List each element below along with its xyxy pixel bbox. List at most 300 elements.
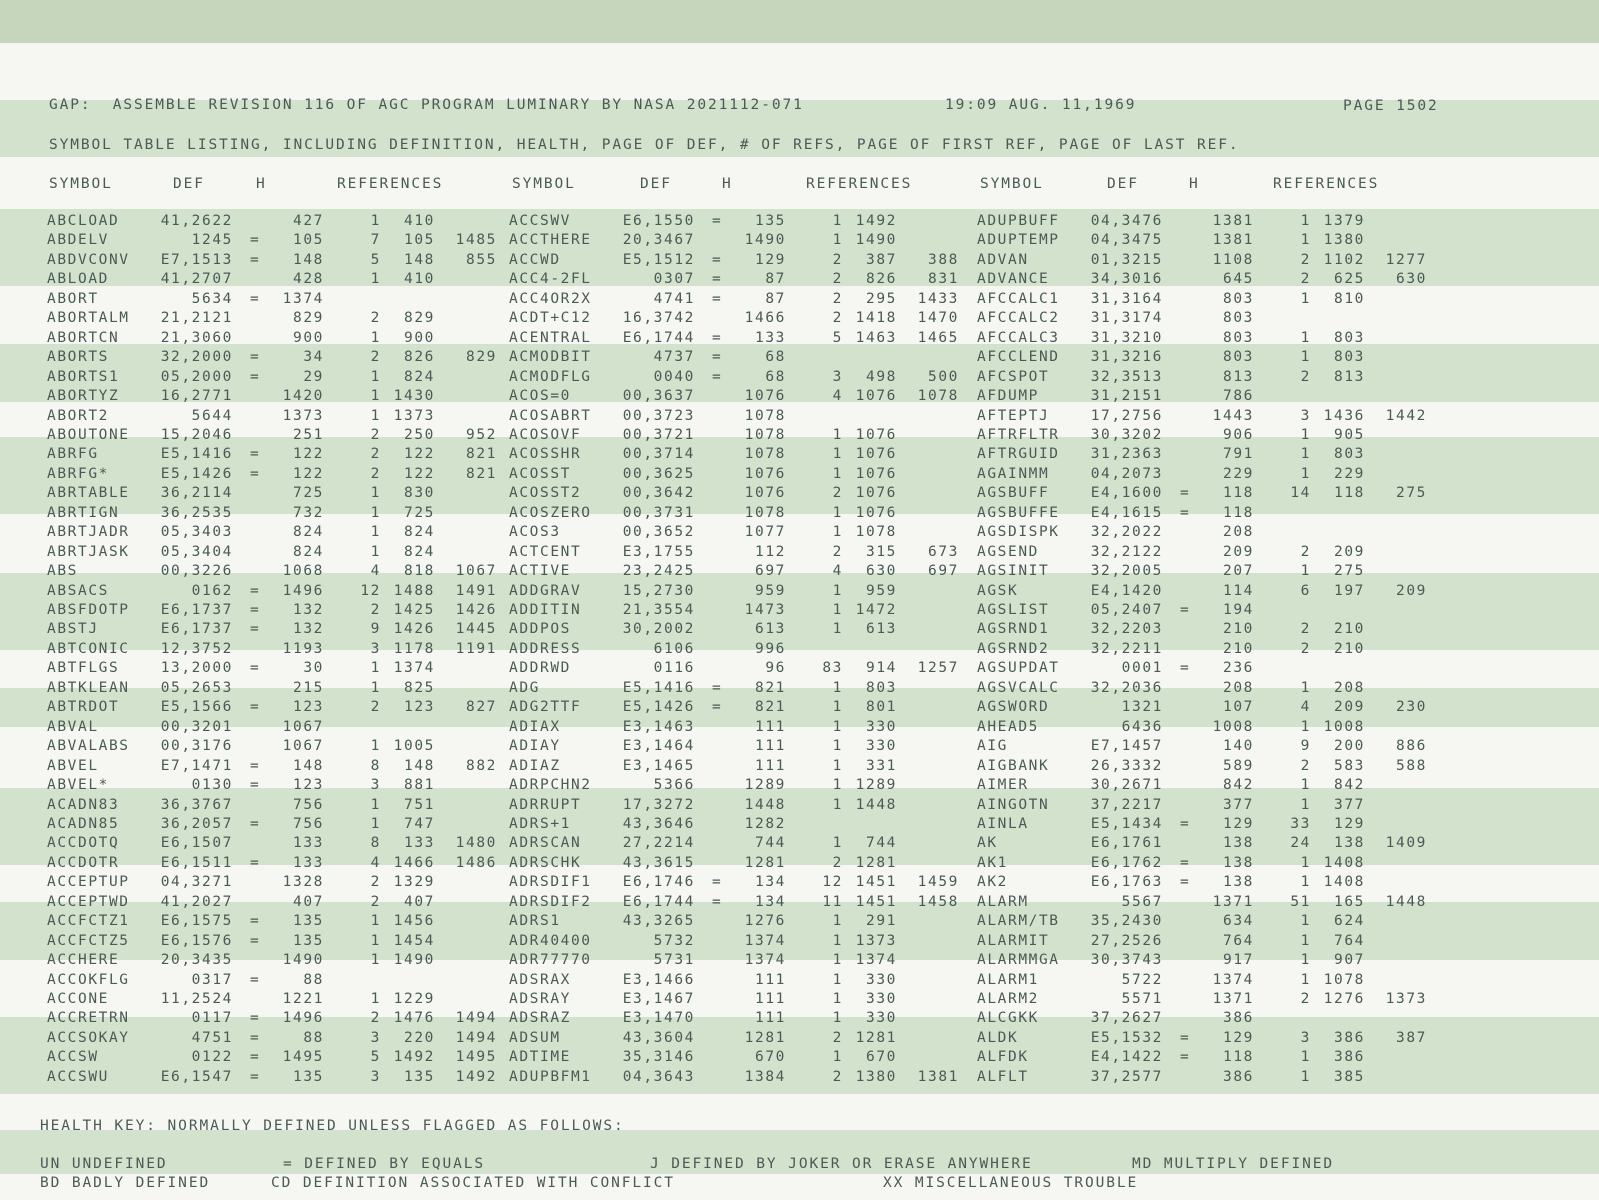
first-ref-cell: 670 [866, 1049, 897, 1066]
health-cell: = [250, 465, 261, 482]
def-cell: 00,3652 [622, 524, 695, 541]
ref-count-cell: 6 [1300, 582, 1311, 599]
symbol-cell: ABORT2 [47, 407, 109, 424]
first-ref-cell: 330 [866, 738, 897, 755]
first-ref-cell: 1076 [855, 388, 897, 405]
health-cell: = [1180, 485, 1191, 502]
first-ref-cell: 386 [1334, 1029, 1365, 1046]
symbol-cell: ADDRESS [509, 640, 582, 657]
ref-count-cell: 5 [370, 251, 381, 268]
health-cell: = [250, 582, 261, 599]
ref-count-cell: 2 [370, 349, 381, 366]
health-cell: = [1180, 874, 1191, 891]
def-cell: E7,1471 [160, 757, 233, 774]
first-ref-cell: 1408 [1323, 854, 1365, 871]
table-row [0, 718, 1599, 738]
health-cell: = [250, 815, 261, 832]
symbol-cell: ABTKLEAN [47, 679, 130, 696]
symbol-cell: ABS [47, 563, 78, 580]
last-ref-cell: 1257 [917, 660, 959, 677]
symbol-cell: ACOSSHR [509, 446, 582, 463]
first-ref-cell: 959 [866, 582, 897, 599]
ref-count-cell: 2 [832, 1029, 843, 1046]
def-cell: 36,2114 [160, 485, 233, 502]
def-page-cell: 88 [303, 971, 324, 988]
first-ref-cell: 824 [404, 368, 435, 385]
last-ref-cell: 821 [466, 446, 497, 463]
ref-count-cell: 2 [370, 310, 381, 327]
first-ref-cell: 583 [1334, 757, 1365, 774]
def-cell: 05,2407 [1090, 602, 1163, 618]
symbol-cell: ACC4-2FL [509, 271, 592, 288]
def-page-cell: 111 [755, 971, 786, 988]
first-ref-cell: 1289 [855, 777, 897, 794]
def-cell: 31,3174 [1090, 310, 1163, 327]
first-ref-cell: 751 [404, 796, 435, 813]
def-page-cell: 1067 [282, 718, 324, 735]
first-ref-cell: 829 [404, 310, 435, 327]
col-header-health: H [722, 176, 733, 192]
def-cell: E3,1464 [622, 738, 695, 755]
ref-count-cell: 4 [370, 563, 381, 580]
first-ref-cell: 803 [1334, 329, 1365, 346]
health-cell: = [250, 660, 261, 677]
symbol-cell: ADG [509, 679, 540, 696]
col-header-references: REFERENCES [337, 176, 444, 192]
first-ref-cell: 1078 [1323, 971, 1365, 988]
health-cell: = [1180, 1029, 1191, 1046]
ref-count-cell: 1 [832, 504, 843, 521]
last-ref-cell: 1426 [455, 602, 497, 618]
def-page-cell: 88 [303, 1029, 324, 1046]
def-cell: E4,1615 [1090, 504, 1163, 521]
def-page-cell: 589 [1223, 757, 1254, 774]
table-row [0, 368, 1599, 388]
health-cell: = [712, 290, 723, 307]
health-cell: = [1180, 815, 1191, 832]
symbol-cell: ALARM/TB [977, 913, 1060, 930]
def-page-cell: 1108 [1212, 251, 1254, 268]
def-page-cell: 803 [1223, 329, 1254, 346]
first-ref-cell: 1490 [393, 952, 435, 969]
first-ref-cell: 200 [1334, 738, 1365, 755]
def-cell: E6,1744 [622, 329, 695, 346]
def-page-cell: 1067 [282, 738, 324, 755]
first-ref-cell: 900 [404, 329, 435, 346]
def-cell: 36,3767 [160, 796, 233, 813]
ref-count-cell: 3 [370, 1068, 381, 1085]
symbol-cell: ACMODBIT [509, 349, 592, 366]
symbol-cell: ADSRAY [509, 991, 571, 1007]
ref-count-cell: 1 [370, 329, 381, 346]
symbol-cell: ABLOAD [47, 271, 109, 288]
ref-count-cell: 1 [370, 524, 381, 541]
symbol-cell: ABVEL [47, 757, 99, 774]
symbol-cell: ACOSST2 [509, 485, 582, 502]
first-ref-cell: 1008 [1323, 718, 1365, 735]
def-page-cell: 821 [755, 679, 786, 696]
symbol-cell: ADDITIN [509, 602, 582, 618]
first-ref-cell: 220 [404, 1029, 435, 1046]
def-page-cell: 386 [1223, 1068, 1254, 1085]
first-ref-cell: 377 [1334, 796, 1365, 813]
symbol-cell: ACCFCTZ5 [47, 932, 130, 949]
def-cell: E6,1763 [1090, 874, 1163, 891]
ref-count-cell: 1 [1300, 679, 1311, 696]
def-page-cell: 138 [1223, 835, 1254, 852]
def-cell: E5,1426 [160, 465, 233, 482]
ref-count-cell: 2 [832, 854, 843, 871]
ref-count-cell: 1 [1300, 446, 1311, 463]
def-cell: 31,2363 [1090, 446, 1163, 463]
def-cell: 05,3404 [160, 543, 233, 560]
def-cell: 0117 [191, 1010, 233, 1027]
first-ref-cell: 881 [404, 777, 435, 794]
def-cell: 0040 [653, 368, 695, 385]
health-cell: = [250, 1010, 261, 1027]
ref-count-cell: 2 [832, 1068, 843, 1085]
ref-count-cell: 1 [370, 213, 381, 229]
symbol-cell: ADDRWD [509, 660, 571, 677]
ref-count-cell: 12 [360, 582, 381, 599]
last-ref-cell: 588 [1396, 757, 1427, 774]
def-page-cell: 428 [293, 271, 324, 288]
first-ref-cell: 1472 [855, 602, 897, 618]
symbol-cell: ACOSZERO [509, 504, 592, 521]
first-ref-cell: 1374 [855, 952, 897, 969]
symbol-cell: AFDUMP [977, 388, 1039, 405]
symbol-cell: ABCLOAD [47, 213, 120, 229]
col-header-references: REFERENCES [1273, 176, 1380, 192]
symbol-cell: AGSLIST [977, 602, 1050, 618]
first-ref-cell: 803 [1334, 446, 1365, 463]
def-cell: E3,1465 [622, 757, 695, 774]
last-ref-cell: 1191 [455, 640, 497, 657]
symbol-cell: ACOSABRT [509, 407, 592, 424]
symbol-cell: AFTRFLTR [977, 426, 1060, 443]
symbol-cell: ACCOKFLG [47, 971, 130, 988]
ref-count-cell: 9 [1300, 738, 1311, 755]
symbol-cell: ALARM2 [977, 991, 1039, 1007]
def-page-cell: 34 [303, 349, 324, 366]
table-row [0, 270, 1599, 290]
ref-count-cell: 1 [832, 738, 843, 755]
health-cell: = [712, 699, 723, 716]
def-cell: 0122 [191, 1049, 233, 1066]
def-cell: 41,2027 [160, 893, 233, 910]
symbol-cell: AGSRND1 [977, 621, 1050, 638]
table-row [0, 679, 1599, 699]
symbol-cell: ACOSST [509, 465, 571, 482]
health-key-un: UN UNDEFINED [40, 1156, 168, 1172]
symbol-cell: ADSRAZ [509, 1010, 571, 1027]
last-ref-cell: 1480 [455, 835, 497, 852]
first-ref-cell: 1076 [855, 485, 897, 502]
health-key-bd: BD BADLY DEFINED [40, 1175, 211, 1191]
symbol-cell: ACADN83 [47, 796, 120, 813]
def-cell: E3,1466 [622, 971, 695, 988]
last-ref-cell: 829 [466, 349, 497, 366]
def-page-cell: 111 [755, 718, 786, 735]
symbol-cell: AFCCLEND [977, 349, 1060, 366]
def-cell: 6106 [653, 640, 695, 657]
def-cell: E6,1737 [160, 621, 233, 638]
ref-count-cell: 1 [370, 504, 381, 521]
first-ref-cell: 1229 [393, 991, 435, 1007]
ref-count-cell: 2 [370, 446, 381, 463]
symbol-cell: ADUPTEMP [977, 232, 1060, 249]
last-ref-cell: 230 [1396, 699, 1427, 716]
ref-count-cell: 1 [832, 602, 843, 618]
def-cell: 32,2000 [160, 349, 233, 366]
first-ref-cell: 625 [1334, 271, 1365, 288]
def-page-cell: 114 [1223, 582, 1254, 599]
def-page-cell: 251 [293, 426, 324, 443]
symbol-cell: ADG2TTF [509, 699, 582, 716]
def-page-cell: 148 [293, 251, 324, 268]
def-cell: 30,2671 [1090, 777, 1163, 794]
def-cell: 5634 [191, 290, 233, 307]
def-page-cell: 208 [1223, 679, 1254, 696]
health-cell: = [250, 368, 261, 385]
symbol-cell: ACCTHERE [509, 232, 592, 249]
symbol-cell: AFTEPTJ [977, 407, 1050, 424]
first-ref-cell: 133 [404, 835, 435, 852]
symbol-cell: AIGBANK [977, 757, 1050, 774]
ref-count-cell: 1 [832, 777, 843, 794]
def-page-cell: 123 [293, 699, 324, 716]
symbol-cell: ABRTJADR [47, 524, 130, 541]
def-cell: 35,2430 [1090, 913, 1163, 930]
def-cell: 21,2121 [160, 310, 233, 327]
ref-count-cell: 1 [1300, 777, 1311, 794]
def-page-cell: 1381 [1212, 213, 1254, 229]
symbol-cell: AGSK [977, 582, 1019, 599]
first-ref-cell: 410 [404, 213, 435, 229]
def-cell: 00,3625 [622, 465, 695, 482]
symbol-cell: ABORTS [47, 349, 109, 366]
ref-count-cell: 3 [370, 1029, 381, 1046]
col-header-symbol: SYMBOL [49, 176, 113, 192]
def-cell: 36,2057 [160, 815, 233, 832]
last-ref-cell: 831 [928, 271, 959, 288]
first-ref-cell: 905 [1334, 426, 1365, 443]
symbol-cell: ACMODFLG [509, 368, 592, 385]
def-page-cell: 377 [1223, 796, 1254, 813]
ref-count-cell: 2 [1300, 251, 1311, 268]
last-ref-cell: 1442 [1385, 407, 1427, 424]
health-cell: = [250, 602, 261, 618]
first-ref-cell: 810 [1334, 290, 1365, 307]
def-page-cell: 1443 [1212, 407, 1254, 424]
ref-count-cell: 1 [832, 913, 843, 930]
symbol-cell: ADRS1 [509, 913, 561, 930]
table-row [0, 426, 1599, 446]
health-cell: = [250, 349, 261, 366]
first-ref-cell: 1451 [855, 874, 897, 891]
def-page-cell: 732 [293, 504, 324, 521]
table-row [0, 231, 1599, 251]
def-page-cell: 122 [293, 446, 324, 463]
first-ref-cell: 138 [1334, 835, 1365, 852]
first-ref-cell: 291 [866, 913, 897, 930]
def-page-cell: 111 [755, 991, 786, 1007]
def-page-cell: 148 [293, 757, 324, 774]
def-cell: 00,3723 [622, 407, 695, 424]
ref-count-cell: 2 [370, 1010, 381, 1027]
def-page-cell: 111 [755, 757, 786, 774]
ref-count-cell: 3 [832, 368, 843, 385]
symbol-cell: AGSUPDAT [977, 660, 1060, 677]
symbol-cell: ACCDOTQ [47, 835, 120, 852]
first-ref-cell: 208 [1334, 679, 1365, 696]
def-page-cell: 725 [293, 485, 324, 502]
first-ref-cell: 747 [404, 815, 435, 832]
health-cell: = [250, 757, 261, 774]
def-cell: 0116 [653, 660, 695, 677]
health-key-joker: J DEFINED BY JOKER OR ERASE ANYWHERE [650, 1156, 1033, 1172]
symbol-cell: AGSINIT [977, 563, 1050, 580]
table-row [0, 465, 1599, 485]
def-page-cell: 427 [293, 213, 324, 229]
ref-count-cell: 2 [370, 602, 381, 618]
def-cell: 34,3016 [1090, 271, 1163, 288]
last-ref-cell: 1485 [455, 232, 497, 249]
def-cell: 35,3146 [622, 1049, 695, 1066]
ref-count-cell: 4 [1300, 699, 1311, 716]
ref-count-cell: 1 [1300, 232, 1311, 249]
ref-count-cell: 2 [832, 485, 843, 502]
last-ref-cell: 1458 [917, 893, 959, 910]
first-ref-cell: 1466 [393, 854, 435, 871]
def-cell: E5,1426 [622, 699, 695, 716]
def-cell: 32,2005 [1090, 563, 1163, 580]
ref-count-cell: 14 [1290, 485, 1311, 502]
first-ref-cell: 1329 [393, 874, 435, 891]
def-cell: E4,1422 [1090, 1049, 1163, 1066]
def-cell: E4,1420 [1090, 582, 1163, 599]
def-page-cell: 1374 [282, 290, 324, 307]
def-cell: 41,2707 [160, 271, 233, 288]
ref-count-cell: 1 [832, 465, 843, 482]
ref-count-cell: 8 [370, 835, 381, 852]
def-cell: E6,1762 [1090, 854, 1163, 871]
symbol-cell: ALARMIT [977, 932, 1050, 949]
symbol-cell: ADR77770 [509, 952, 592, 969]
def-cell: 04,3475 [1090, 232, 1163, 249]
def-page-cell: 1068 [282, 563, 324, 580]
def-cell: 41,2622 [160, 213, 233, 229]
def-page-cell: 133 [755, 329, 786, 346]
symbol-cell: ACCSW [47, 1049, 99, 1066]
symbol-cell: AFCCALC3 [977, 329, 1060, 346]
first-ref-cell: 613 [866, 621, 897, 638]
table-row [0, 834, 1599, 854]
def-page-cell: 1496 [282, 1010, 324, 1027]
def-page-cell: 1374 [1212, 971, 1254, 988]
ref-count-cell: 3 [1300, 407, 1311, 424]
ref-count-cell: 1 [832, 835, 843, 852]
ref-count-cell: 5 [832, 329, 843, 346]
symbol-cell: AIMER [977, 777, 1029, 794]
first-ref-cell: 1078 [855, 524, 897, 541]
first-ref-cell: 764 [1334, 932, 1365, 949]
health-cell: = [250, 1049, 261, 1066]
health-cell: = [712, 893, 723, 910]
def-page-cell: 829 [293, 310, 324, 327]
def-page-cell: 1078 [744, 446, 786, 463]
def-page-cell: 236 [1223, 660, 1254, 677]
assembly-title: GAP: ASSEMBLE REVISION 116 OF AGC PROGRAM LUMINARY BY NASA 2021112-071 [49, 97, 804, 113]
def-page-cell: 229 [1223, 465, 1254, 482]
def-cell: E6,1547 [160, 1068, 233, 1085]
ref-count-cell: 11 [822, 893, 843, 910]
def-cell: E3,1463 [622, 718, 695, 735]
def-page-cell: 756 [293, 815, 324, 832]
def-cell: E3,1467 [622, 991, 695, 1007]
first-ref-cell: 118 [1334, 485, 1365, 502]
symbol-cell: ADTIME [509, 1049, 571, 1066]
first-ref-cell: 197 [1334, 582, 1365, 599]
def-page-cell: 1420 [282, 388, 324, 405]
def-page-cell: 996 [755, 640, 786, 657]
def-page-cell: 129 [1223, 815, 1254, 832]
first-ref-cell: 129 [1334, 815, 1365, 832]
health-cell: = [250, 1068, 261, 1085]
symbol-cell: ABVEL* [47, 777, 109, 794]
def-cell: 04,3271 [160, 874, 233, 891]
symbol-cell: ADIAX [509, 718, 561, 735]
top-band [0, 0, 1599, 43]
def-cell: 0130 [191, 777, 233, 794]
def-page-cell: 135 [293, 913, 324, 930]
def-page-cell: 744 [755, 835, 786, 852]
def-cell: 32,2036 [1090, 679, 1163, 696]
def-cell: E6,1550 [622, 213, 695, 229]
def-page-cell: 842 [1223, 777, 1254, 794]
table-row [0, 387, 1599, 407]
def-cell: 0317 [191, 971, 233, 988]
symbol-cell: AGSRND2 [977, 640, 1050, 657]
first-ref-cell: 1492 [393, 1049, 435, 1066]
health-cell: = [712, 271, 723, 288]
symbol-cell: ABTFLGS [47, 660, 120, 677]
def-page-cell: 1328 [282, 874, 324, 891]
ref-count-cell: 2 [832, 543, 843, 560]
first-ref-cell: 803 [866, 679, 897, 696]
first-ref-cell: 1418 [855, 310, 897, 327]
def-page-cell: 1374 [744, 932, 786, 949]
symbol-cell: ALFLT [977, 1068, 1029, 1085]
symbol-cell: ALARM [977, 893, 1029, 910]
def-page-cell: 1008 [1212, 718, 1254, 735]
last-ref-cell: 1465 [917, 329, 959, 346]
def-page-cell: 1077 [744, 524, 786, 541]
ref-count-cell: 1 [370, 388, 381, 405]
last-ref-cell: 1445 [455, 621, 497, 638]
symbol-cell: ALARMMGA [977, 952, 1060, 969]
ref-count-cell: 1 [1300, 952, 1311, 969]
ref-count-cell: 1 [832, 232, 843, 249]
last-ref-cell: 1373 [1385, 991, 1427, 1007]
table-row [0, 504, 1599, 524]
def-cell: 0307 [653, 271, 695, 288]
def-cell: 4741 [653, 290, 695, 307]
symbol-cell: ADRSCHK [509, 854, 582, 871]
symbol-cell: ADRSDIF2 [509, 893, 592, 910]
symbol-cell: ABORTALM [47, 310, 130, 327]
first-ref-cell: 135 [404, 1068, 435, 1085]
